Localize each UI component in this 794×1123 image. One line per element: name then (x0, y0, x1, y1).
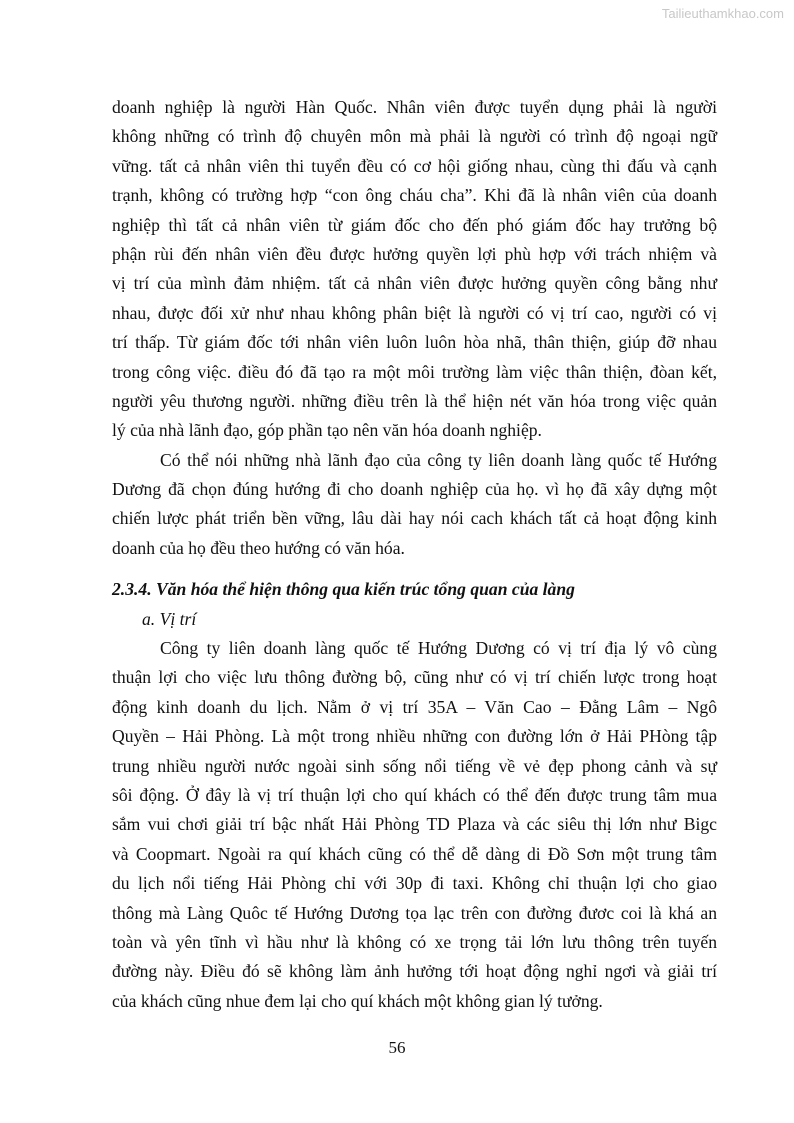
text-line: lý của nhà lãnh đạo, góp phần tạo nên văn hóa doanh nghiệp. (112, 420, 542, 441)
text-line: trong công việc. điều đó đã tạo ra một môi trường làm việc thân thiện, đòan kết, (112, 361, 717, 382)
text-line: của khách cũng nhue đem lại cho quí khách một không gian lý tưởng. (112, 990, 603, 1011)
text-line: thuận lợi cho việc lưu thông đường bộ, cũng như có vị trí chiến lược trong hoạt (112, 667, 717, 688)
text-line: nhau, được đối xử như nhau không phân biệt là người có vị trí cao, người có vị (112, 302, 717, 323)
text-line: người yêu thương người. những điều trên là thể hiện nét văn hóa trong việc quản (112, 390, 717, 411)
paragraph-1 (112, 93, 717, 446)
text-line: Có thể nói những nhà lãnh đạo của công ty liên doanh làng quốc tế Hướng (160, 449, 717, 470)
text-line: du lịch nổi tiếng Hải Phòng chỉ với 30p đi taxi. Không chỉ thuận lợi cho giao (112, 873, 717, 894)
text-line: sắm vui chơi giải trí bậc nhất Hải Phòng TD Plaza và các siêu thị lớn như Bigc (112, 814, 717, 835)
text-line: Quyền – Hải Phòng. Là một trong nhiều những con đường lớn ở Hải PHòng tập (112, 726, 717, 747)
section-heading: 2.3.4. Văn hóa thể hiện thông qua kiến trúc tổng quan của làng (112, 579, 575, 600)
text-line: doanh của họ đều theo hướng có văn hóa. (112, 537, 405, 558)
text-line: trung nhiều người nước ngoài sinh sống nổi tiếng về vẻ đẹp phong cảnh và sự (112, 755, 717, 776)
text-line: vị trí của mình đảm nhiệm. tất cả nhân viên được hưởng quyền công bằng như (112, 273, 717, 294)
text-line: doanh nghiệp là người Hàn Quốc. Nhân viên được tuyển dụng phải là người (112, 97, 717, 117)
text-line: không những có trình độ chuyên môn mà phải là người có trình độ ngoại ngữ (112, 126, 717, 147)
text-line: và Coopmart. Ngoài ra quí khách cũng có thể dễ dàng di Đồ Sơn một trung tâm (112, 843, 717, 864)
paragraph-2 (112, 446, 717, 564)
text-line: toàn và yên tĩnh vì hầu như là không có xe trọng tải lớn lưu thông trên tuyến (112, 931, 717, 952)
text-line: Dương đã chọn đúng hướng đi cho doanh nghiệp của họ. vì họ đã xây dựng một (112, 479, 717, 500)
text-line: trí thấp. Từ giám đốc tới nhân viên luôn luôn hòa nhã, thân thiện, giúp đỡ nhau (112, 332, 717, 353)
text-line: động kinh doanh du lịch. Nằm ở vị trí 35A – Văn Cao – Đằng Lâm – Ngô (112, 696, 717, 717)
subheading: a. Vị trí (142, 608, 197, 629)
text-line: trạnh, không có trường hợp “con ông cháu cha”. Khi đã là nhân viên của doanh (112, 185, 717, 206)
text-line: vững. tất cả nhân viên thi tuyển đều có cơ hội giống nhau, cùng thi đấu và cạnh (112, 155, 717, 176)
page-number: 56 (388, 1038, 406, 1057)
text-line: chiến lược phát triển bền vững, lâu dài hay nói cach khách tất cả hoạt động kinh (112, 508, 717, 529)
paragraph-3 (112, 634, 717, 1016)
text-line: thông mà Làng Quôc tế Hướng Dương tọa lạc trên con đường đươc coi là khá an (112, 902, 717, 923)
text-line: Công ty liên doanh làng quốc tế Hướng Dương có vị trí địa lý vô cùng (160, 638, 717, 659)
text-line: đường này. Điều đó sẽ không làm ảnh hưởng tới hoạt động nghỉ ngơi và giải trí (112, 961, 717, 982)
page-body (112, 93, 717, 1016)
watermark: Tailieuthamkhao.com (661, 6, 784, 21)
text-line: nghiệp thì tất cả nhân viên từ giám đốc cho đến phó giám đốc hay trưởng bộ (112, 214, 717, 235)
text-line: sôi động. Ở đây là vị trí thuận lợi cho quí khách có thể đến được trung tâm mua (112, 785, 717, 806)
text-line: phận rùi đến nhân viên đều được hưởng quyền lợi phù hợp với trách nhiệm và (112, 243, 717, 264)
